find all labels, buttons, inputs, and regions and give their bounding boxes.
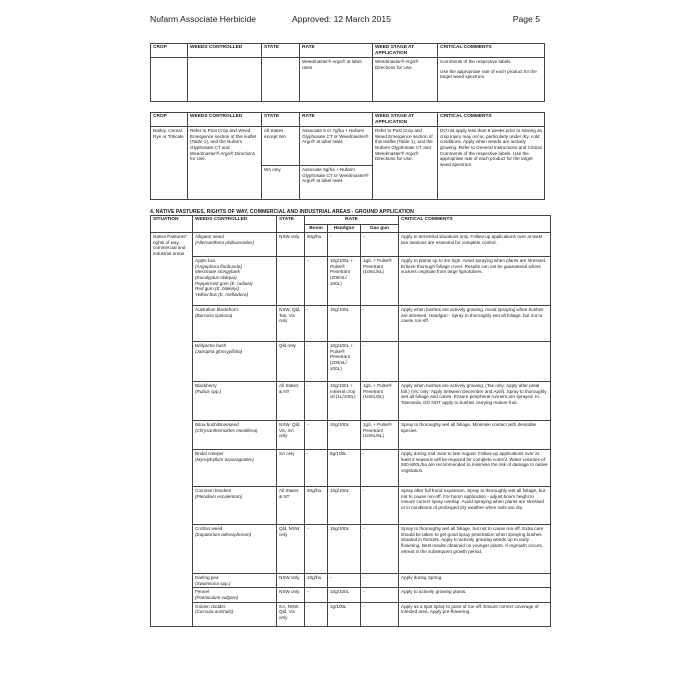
comments-cell (399, 342, 551, 382)
handgun-cell: 15g/100L (328, 525, 361, 574)
state-cell: WA only (262, 166, 300, 200)
weed-cell (193, 421, 277, 450)
comments-cell: Spray to thoroughly wet all foliage, but not to cause run-off. Extra care should be taken to get good spray penetration when spraying bushes situated in thickets. Apply to actively growing weeds up to early flowering. Best results obtained on younger plants. If regrowth occurs, retreat in the subsequent growth period. (399, 525, 551, 574)
gasgun-cell: - (361, 487, 399, 525)
handgun-cell: 10g/100L (328, 421, 361, 450)
header-handgun: Handgun (328, 224, 361, 233)
comments-cell (438, 58, 545, 102)
barley-cereal-table (150, 112, 545, 200)
table-row (151, 574, 551, 588)
state-cell: NSW only (277, 588, 305, 602)
gasgun-cell: - (361, 525, 399, 574)
state-cell: Qld only (277, 342, 305, 382)
table-row (151, 382, 551, 421)
table-row (151, 602, 551, 626)
native-pastures-table (150, 215, 551, 627)
weed-scientific-name: (Pteridium esculentum) (195, 493, 243, 499)
boom-cell: - (305, 525, 328, 574)
gasgun-cell: - (361, 306, 399, 342)
handgun-cell: 10g/100L (328, 588, 361, 602)
weed-scientific-name: (Swainsona spp.) (195, 580, 231, 586)
gasgun-cell: - (361, 588, 399, 602)
table-row (151, 588, 551, 602)
crop-cell: Barley, Cereal Rye or Triticale (151, 127, 188, 200)
comments-cell: Apply to plants up to 4m high. Avoid spraying when plants are stressed. Ensure thorough foliage cover. Results can not be guaranteed where suckers originate from large lignotubers. (399, 257, 551, 306)
table-row (151, 525, 551, 574)
header-rate: RATE (300, 44, 373, 58)
weed-cell (193, 525, 277, 574)
header-critical-comments: CRITICAL COMMENTS (399, 216, 551, 233)
gasgun-cell: - (361, 602, 399, 626)
weed-scientific-name: (Foeniculum vulgare) (195, 594, 239, 600)
stage-cell: Refer to Post Crop and Weed Emergence section of this leaflet (Table 1), and the Nufarm Glyphosate CT and Weedmaster® Argo® Directions for Use. (373, 127, 438, 200)
state-cell: SA, NSW, Qld, Vic only (277, 602, 305, 626)
header-weeds-controlled: WEEDS CONTROLLED (188, 44, 262, 58)
header-state: STATE (262, 44, 300, 58)
weed-cell (193, 450, 277, 487)
rate-cell: Associate 5 or 7g/ha + Nufarm Glyphosate CT or Weedmaster® Argo® at label rates (300, 127, 373, 166)
weed-cell (193, 257, 277, 306)
comment-line: Use the appropriate rate of each product for the target weed spectrum. (440, 68, 537, 80)
state-cell: All States & NT (277, 382, 305, 421)
boom-cell: - (305, 342, 328, 382)
state-cell: SA only (277, 450, 305, 487)
header-weed-stage: WEED STAGE AT APPLICATION (373, 44, 438, 58)
rate-cell: Weedmaster® Argo® at label rates (300, 58, 373, 102)
state-cell (277, 257, 305, 306)
crop-cell (151, 58, 188, 102)
table-row (151, 257, 551, 306)
weed-common-name: Crofton weed (195, 526, 223, 532)
weed-cell (193, 588, 277, 602)
handgun-cell: 10g/100L (328, 487, 361, 525)
header-page-number: Page 5 (512, 14, 540, 24)
weed-scientific-name: (Alternanthera philoxeroides) (195, 239, 254, 245)
header-state: STATE (277, 216, 305, 233)
weed-cell (193, 382, 277, 421)
state-cell: All States except WA (262, 127, 300, 166)
table-row (151, 127, 545, 166)
weed-scientific-name: (Chrysanthemoides monilifera) (195, 427, 258, 433)
weed-common-name: Apple box (195, 258, 216, 264)
gasgun-cell: - (361, 342, 399, 382)
state-cell: NSW, Qld, Tas, Vic only (277, 306, 305, 342)
weed-scientific-name: (Bursaria spinosa) (195, 312, 233, 318)
header-rate: RATE (305, 216, 399, 225)
boom-cell: - (305, 588, 328, 602)
comments-cell: Spray to thoroughly wet all foliage. Minimise contact with desirable species. (399, 421, 551, 450)
table-row (151, 487, 551, 525)
handgun-cell: 1g/100L (328, 602, 361, 626)
weed-cell (193, 233, 277, 257)
gasgun-cell: 1g/L + Pulse® Penetrant (10mL/5L) (361, 421, 399, 450)
weed-common-name: Bridal creeper (195, 451, 224, 457)
gasgun-cell: - (361, 450, 399, 487)
comments-cell: Apply as a spot spray to point of run-off. Ensure correct coverage of infested area. Apply pre-flowering. (399, 602, 551, 626)
weed-cell (193, 487, 277, 525)
weed-cell (193, 602, 277, 626)
weed-common-name: Golden dodder (195, 603, 226, 609)
comments-cell: Apply in terrestrial situations only. Follow-up applications over at least two seasons are essential for complete control. (399, 233, 551, 257)
comments-cell: Spray after full frond expansion. Spray to thoroughly wet all foliage, but not to cause run-off. For boom application - adjust boom height to ensure correct spray overlap. Avoid spraying when plants are stressed or in conditions of prolonged dry weather when soils are dry. (399, 487, 551, 525)
table-row (151, 450, 551, 487)
comments-cell: Apply during Spring. (399, 574, 551, 588)
boom-cell: - (305, 450, 328, 487)
comments-cell: Apply when bushes are actively growing; (Tas only: Apply after petal fall.) (Vic only: Apply between December and April). Spray to thoroughly wet all foliage and canes. Ensure peripheral runners are sprayed. In Tasmania, DO NOT apply to bushes carrying mature fruit. (399, 382, 551, 421)
table-row (151, 342, 551, 382)
weed-scientific-name: (Cuscuta australis) (195, 609, 234, 615)
weed-cell (193, 306, 277, 342)
header-critical-comments: CRITICAL COMMENTS (438, 113, 545, 127)
table-header-row (151, 113, 545, 127)
header-weeds-controlled: WEEDS CONTROLLED (188, 113, 262, 127)
section-title: 4. NATIVE PASTURES, RIGHTS OF WAY, COMMERCIAL AND INDUSTRIAL AREAS - GROUND APPLICATION (150, 209, 414, 215)
header-crop: CROP (151, 113, 188, 127)
weed-common-name: Bitou bush/Boneseed (195, 422, 239, 428)
weed-common-name: Alligator weed (195, 234, 224, 240)
weed-scientific-name: (Eupatorium adenophorum) (195, 531, 252, 537)
comment-line: Comments of the respective labels. (440, 59, 512, 65)
header-critical-comments: CRITICAL COMMENTS (438, 44, 545, 58)
weeds-cell: Refer to Post Crop and Weed Emergence section of this leaflet (Table 1), and the Nufarm Glyphosate CT and Weedmaster® Argo® Directions for Use. (188, 127, 262, 200)
boom-cell: - (305, 257, 328, 306)
table-row (151, 233, 551, 257)
weed-common-name: Bellyache bush (195, 343, 227, 349)
weed-scientific-name: (Rubus spp.) (195, 388, 222, 394)
boom-cell: - (305, 306, 328, 342)
table-header-row (151, 44, 545, 58)
stage-cell: Weedmaster® Argo® Directions for Use. (373, 58, 438, 102)
table-header-row (151, 216, 551, 225)
rate-cell: Associate 5g/ha + Nufarm Glyphosate CT or Weedmaster® Argo® at label rates (300, 166, 373, 200)
weeds-cell (188, 58, 262, 102)
weed-common-name: Blackberry (195, 383, 217, 389)
header-product-name: Nufarm Associate Herbicide (150, 14, 257, 24)
weed-common-name: Common bracken (195, 488, 232, 494)
weed-common-name: Australian blackthorn (195, 307, 238, 313)
state-cell: Qld, NSW only (277, 525, 305, 574)
handgun-cell: 10g/100L + Pulse® Penetrant (200mL/ 100L) (328, 257, 361, 306)
state-cell: NSW only (277, 233, 305, 257)
comments-cell: Apply when bushes are actively growing. Avoid spraying when bushes are stressed. Handgun - Spray to thoroughly wet all foliage, but not to cause run-off. (399, 306, 551, 342)
header-crop: CROP (151, 44, 188, 58)
boom-cell: 80g/ha (305, 233, 328, 257)
weed-scientific-name: (Angophora floribunda) Messmate stringybark (Eucalyptus obliqua) Peppermint gum (E. radiata) Red gum (E. blakelyi) Yellow box (E. melliodora) (195, 263, 253, 297)
continuation-table (150, 43, 545, 102)
handgun-cell: 5g/100L (328, 450, 361, 487)
weed-scientific-name: (Jatropha glossypifolia) (195, 348, 243, 354)
boom-cell: - (305, 602, 328, 626)
gasgun-cell: - (361, 574, 399, 588)
handgun-cell: - (328, 574, 361, 588)
weed-scientific-name: (Myrsiphyllum asparagoides) (195, 456, 254, 462)
boom-cell: - (305, 421, 328, 450)
handgun-cell: 10g/100L (328, 306, 361, 342)
state-cell: NSW, Qld, Vic, SA only (277, 421, 305, 450)
gasgun-cell: 1g/L + Pulse® Penetrant (10mL/5L) (361, 257, 399, 306)
state-cell: All States & NT (277, 487, 305, 525)
table-row (151, 421, 551, 450)
state-cell: NSW only (277, 574, 305, 588)
header-weed-stage: WEED STAGE AT APPLICATION (373, 113, 438, 127)
header-rate: RATE (300, 113, 373, 127)
header-weeds-controlled: WEEDS CONTROLLED (193, 216, 277, 233)
comments-cell: Apply during mid June to late August. Follow-up applications over at least 2 seasons will be required for complete control. Water volumes of 500-800L/ha are recommended to minimise the risk of damage to native vegetation. (399, 450, 551, 487)
comments-cell: Apply to actively growing plants. (399, 588, 551, 602)
boom-cell: 10g/ha (305, 574, 328, 588)
header-situation: SITUATION (151, 216, 193, 233)
header-boom: Boom (305, 224, 328, 233)
header-state: STATE (262, 113, 300, 127)
boom-cell: - (305, 382, 328, 421)
table-row (151, 58, 545, 102)
table-row (151, 306, 551, 342)
header-approval-date: Approved: 12 March 2015 (292, 14, 391, 24)
handgun-cell: - (328, 233, 361, 257)
weed-cell (193, 342, 277, 382)
state-cell (262, 58, 300, 102)
weed-common-name: Fennel (195, 589, 210, 595)
header-gas-gun: Gas gun (361, 224, 399, 233)
handgun-cell: 10g/100L + Pulse® Penetrant (200mL/ 100L) (328, 342, 361, 382)
weed-common-name: Darling pea (195, 575, 219, 581)
gasgun-cell: - (361, 233, 399, 257)
handgun-cell: 10g/100L + mineral crop oil (1L/100L) (328, 382, 361, 421)
situation-cell: Native Pastures*, rights of way, commercial and industrial areas (151, 233, 193, 626)
gasgun-cell: 1g/L + Pulse® Penetrant (10mL/5L) (361, 382, 399, 421)
boom-cell: 60g/ha (305, 487, 328, 525)
comments-cell: DO not apply less than 6 weeks prior to sowing as crop injury may occur, particularly under dry, cold conditions. Apply when weeds are actively growing. Refer to General Instructions and Critical Comments of the respective labels. Use the appropriate rate of each product for the target weed spectrum. (438, 127, 545, 200)
weed-cell (193, 574, 277, 588)
